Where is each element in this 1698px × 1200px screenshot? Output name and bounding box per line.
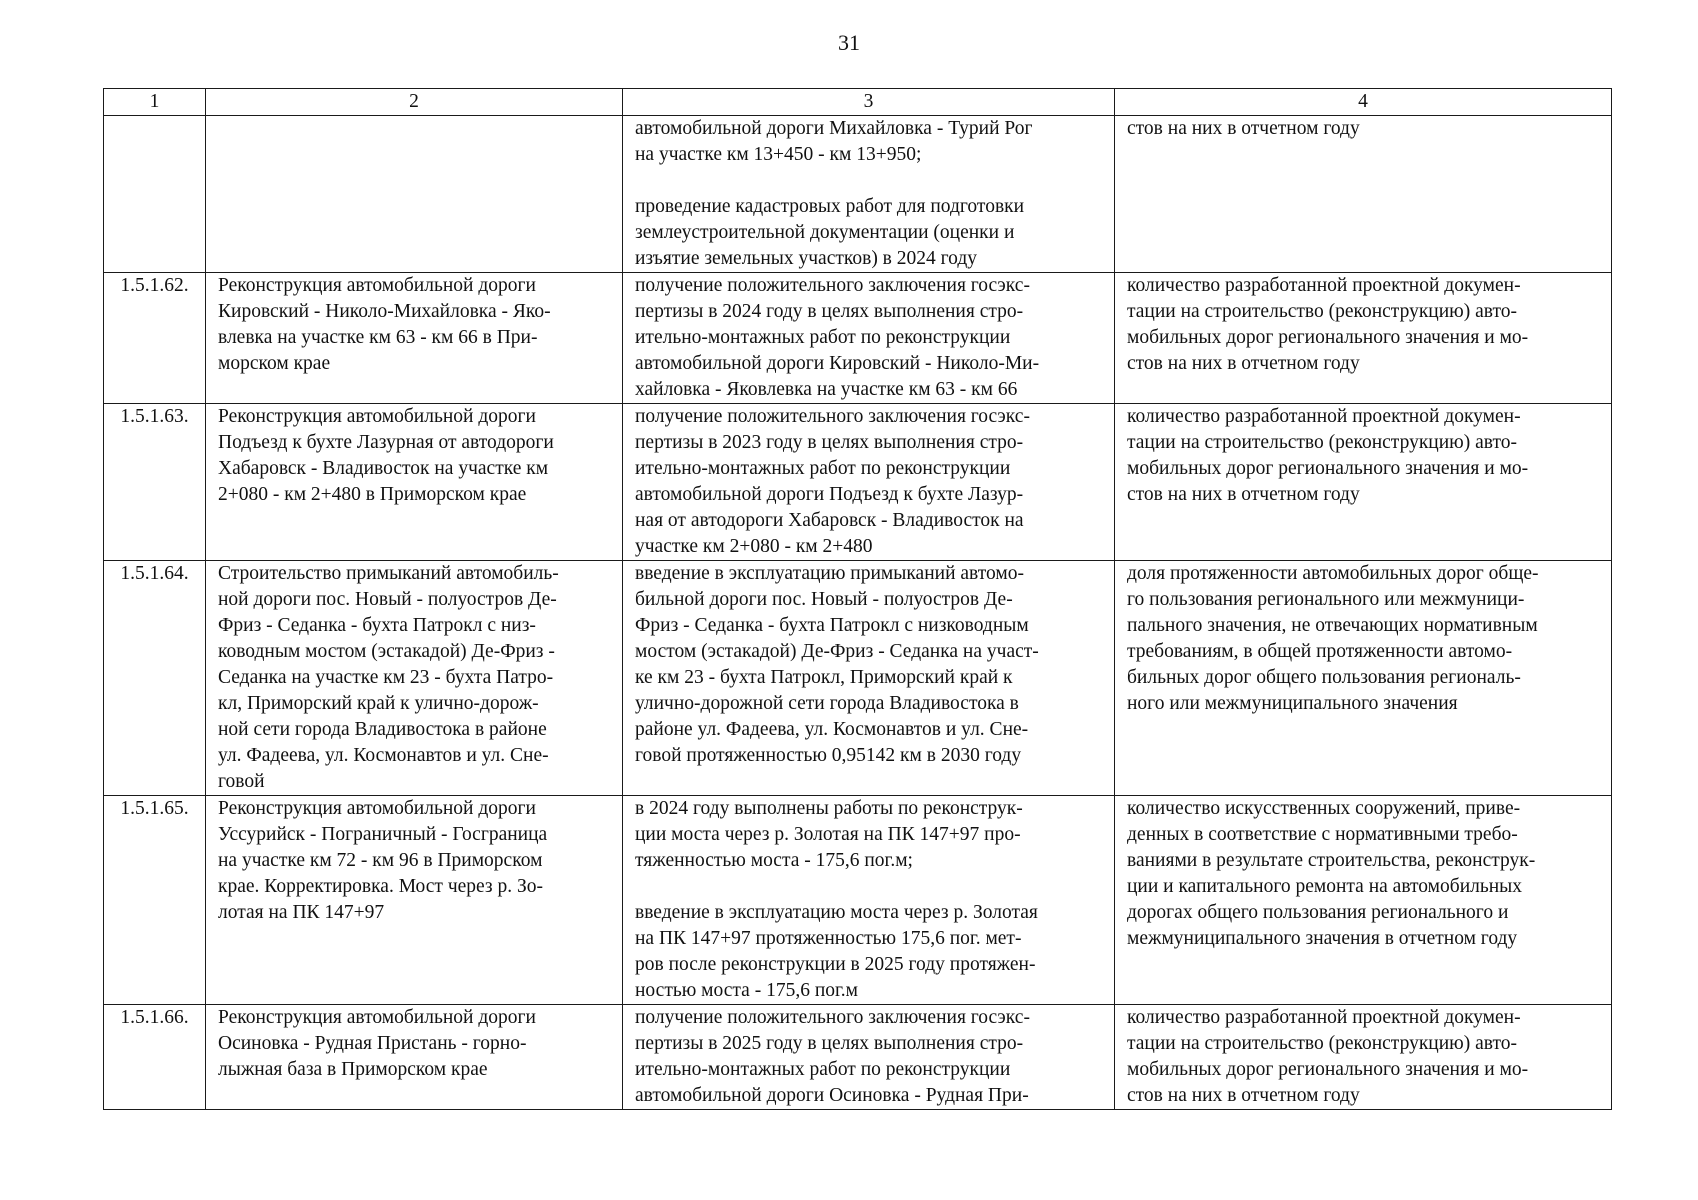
row-number: 1.5.1.66.: [104, 1005, 206, 1110]
measure-result: [623, 116, 1115, 273]
measure-name: Реконструкция автомобильной дороги Подъезд к бухте Лазурная от автодороги Хабаровск - Владивосток на участке км 2+080 - км 2+480 в Приморском крае: [206, 404, 623, 561]
measure-result: [623, 404, 1115, 561]
page-number: 31: [838, 30, 860, 55]
table-row: [104, 404, 1612, 561]
table-header-row: [104, 89, 1612, 116]
table-row: [104, 116, 1612, 273]
table-row: [104, 796, 1612, 1005]
measure-name: Реконструкция автомобильной дороги Уссурийск - Пограничный - Госграница на участке км 72 - км 96 в Приморском крае. Корректировка. Мост через р. Зо- лотая на ПК 147+97: [206, 796, 623, 1005]
measure-result: [623, 273, 1115, 404]
result-paragraph: автомобильной дороги Михайловка - Турий Рог на участке км 13+450 - км 13+950;: [635, 118, 1033, 165]
row-number: 1.5.1.65.: [104, 796, 206, 1005]
result-paragraph: введение в эксплуатацию примыканий автомо- бильной дороги пос. Новый - полуостров Де- Фриз - Седанка - бухта Патрокл с низководным мостом (эстакадой) Де-Фриз - Седанка на участ- ке км 23 - бухта Патрокл, Приморский край к улично-дорожной сети города Владивостока в районе ул. Фадеева, ул. Космонавтов и ул. Сне- говой протяженностью 0,95142 км в 2030 году: [635, 563, 1039, 766]
measure-indicator: количество разработанной проектной докумен- тации на строительство (реконструкцию) авто- мобильных дорог регионального значения и мо- стов на них в отчетном году: [1115, 404, 1612, 561]
result-paragraph: получение положительного заключения госэкс- пертизы в 2025 году в целях выполнения стро- ительно-монтажных работ по реконструкции автомобильной дороги Осиновка - Рудная При-: [635, 1007, 1030, 1106]
table-row: [104, 1005, 1612, 1110]
paragraph-gap: [635, 874, 1106, 900]
result-paragraph: введение в эксплуатацию моста через р. Золотая на ПК 147+97 протяженностью 175,6 пог. мет- ров после реконструкции в 2025 году протяжен- ностью моста - 175,6 пог.м: [635, 902, 1038, 1001]
measures-table: [103, 88, 1612, 1110]
measure-indicator: стов на них в отчетном году: [1115, 116, 1612, 273]
result-paragraph: получение положительного заключения госэкс- пертизы в 2024 году в целях выполнения стро- ительно-монтажных работ по реконструкции автомобильной дороги Кировский - Николо-Ми- хайловка - Яковлевка на участке км 63 - км 66: [635, 275, 1040, 400]
header-col-4: 4: [1115, 89, 1612, 116]
result-paragraph: в 2024 году выполнены работы по реконструк- ции моста через р. Золотая на ПК 147+97 про- тяженностью моста - 175,6 пог.м;: [635, 798, 1023, 871]
row-number: 1.5.1.64.: [104, 561, 206, 796]
measure-result: [623, 1005, 1115, 1110]
row-number: 1.5.1.63.: [104, 404, 206, 561]
measure-indicator: доля протяженности автомобильных дорог обще- го пользования регионального или межмуници- пального значения, не отвечающих нормативным требованиям, в общей протяженности автомо- бильных дорог общего пользования региональ- ного или межмуниципального значения: [1115, 561, 1612, 796]
measure-indicator: количество разработанной проектной докумен- тации на строительство (реконструкцию) авто- мобильных дорог регионального значения и мо- стов на них в отчетном году: [1115, 273, 1612, 404]
table-row: [104, 561, 1612, 796]
measure-result: [623, 561, 1115, 796]
paragraph-gap: [635, 168, 1106, 194]
measure-name: Строительство примыканий автомобиль- ной дороги пос. Новый - полуостров Де- Фриз - Седанка - бухта Патрокл с низ- ководным мостом (эстакадой) Де-Фриз - Седанка на участке км 23 - бухта Патро- кл, Приморский край к улично-дорож- ной сети города Владивостока в районе ул. Фадеева, ул. Космонавтов и ул. Сне- говой: [206, 561, 623, 796]
measure-name: Реконструкция автомобильной дороги Осиновка - Рудная Пристань - горно- лыжная база в Приморском крае: [206, 1005, 623, 1110]
result-paragraph: получение положительного заключения госэкс- пертизы в 2023 году в целях выполнения стро- ительно-монтажных работ по реконструкции автомобильной дороги Подъезд к бухте Лазур- ная от автодороги Хабаровск - Владивосток на участке км 2+080 - км 2+480: [635, 406, 1030, 557]
header-col-3: 3: [623, 89, 1115, 116]
measure-name: [206, 116, 623, 273]
header-col-2: 2: [206, 89, 623, 116]
measure-indicator: количество разработанной проектной докумен- тации на строительство (реконструкцию) авто- мобильных дорог регионального значения и мо- стов на них в отчетном году: [1115, 1005, 1612, 1110]
row-number: [104, 116, 206, 273]
table-row: [104, 273, 1612, 404]
measure-indicator: количество искусственных сооружений, приве- денных в соответствие с нормативными требо- ваниями в результате строительства, реконструк- ции и капитального ремонта на автомобильных дорогах общего пользования регионального и межмуниципального значения в отчетном году: [1115, 796, 1612, 1005]
row-number: 1.5.1.62.: [104, 273, 206, 404]
measure-name: Реконструкция автомобильной дороги Кировский - Николо-Михайловка - Яко- влевка на участке км 63 - км 66 в При- морском крае: [206, 273, 623, 404]
result-paragraph: проведение кадастровых работ для подготовки землеустроительной документации (оценки и изъятие земельных участков) в 2024 году: [635, 196, 1025, 269]
header-col-1: 1: [104, 89, 206, 116]
measure-result: [623, 796, 1115, 1005]
